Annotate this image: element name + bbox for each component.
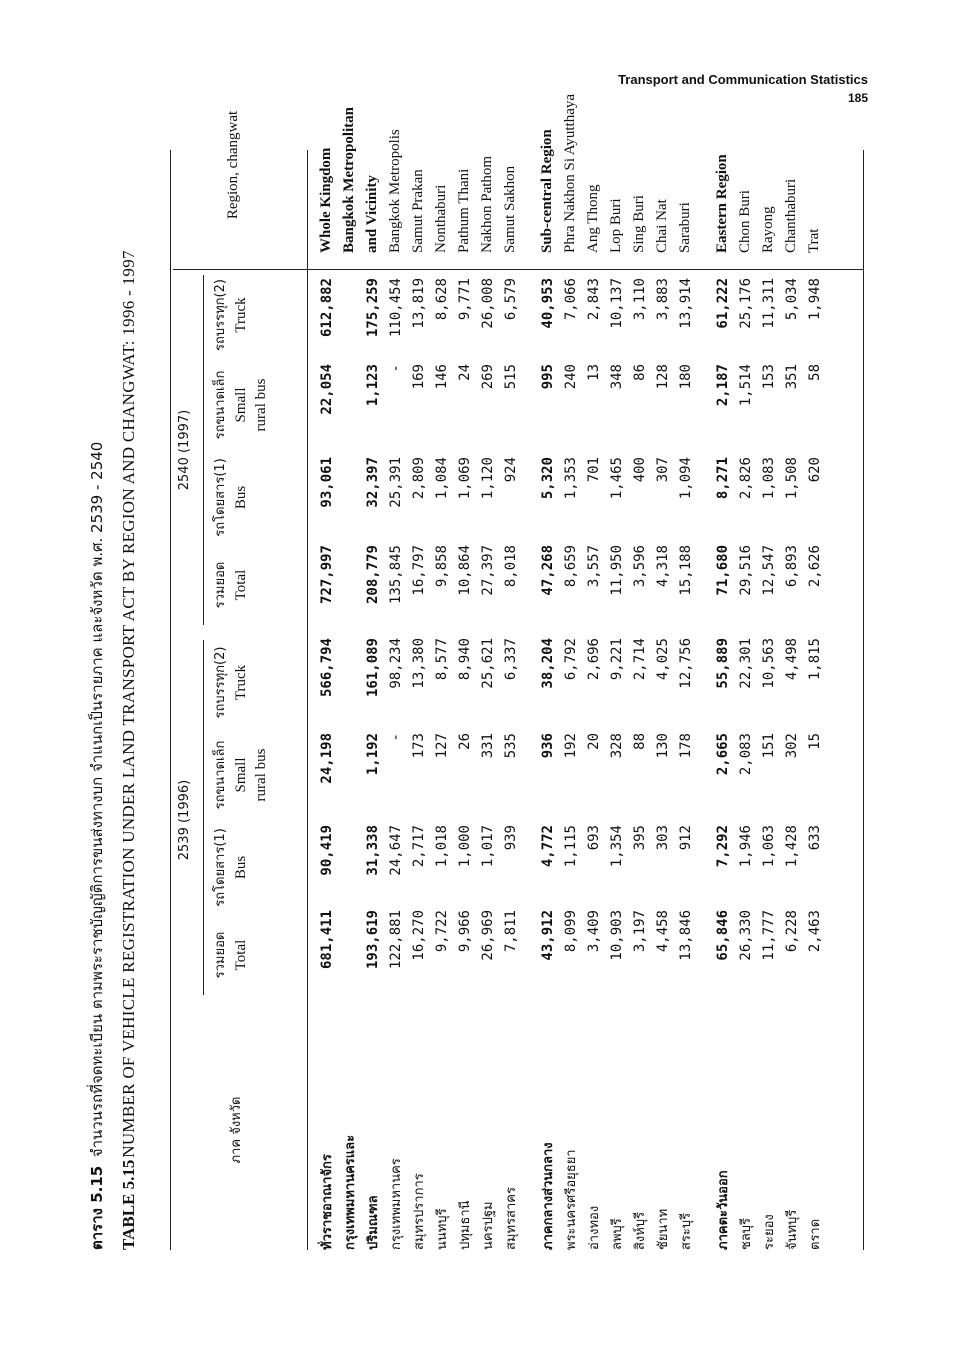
region-name-en: Phra Nakhon Si Ayutthaya xyxy=(562,93,578,253)
value-cell: 16,797 xyxy=(410,545,427,596)
region-name-en: Saraburi xyxy=(677,202,693,253)
region-name-en: Sing Buri xyxy=(631,195,647,253)
y1-small-en: Small xyxy=(233,757,249,793)
region-name-en: Samut Prakan xyxy=(410,169,426,253)
region-name-th: ตราด xyxy=(808,1218,823,1250)
value-cell: 2,665 xyxy=(714,733,731,776)
value-cell: 912 xyxy=(677,825,694,851)
table-row xyxy=(453,94,476,1250)
value-cell: 515 xyxy=(502,364,519,390)
region-name-en: and Vicinity xyxy=(364,175,380,253)
top-rule xyxy=(170,150,171,1250)
value-cell: 535 xyxy=(502,733,519,759)
value-cell: 348 xyxy=(608,364,625,390)
value-cell: 3,883 xyxy=(654,278,671,321)
value-cell: 4,498 xyxy=(783,638,800,681)
spacer-cell xyxy=(697,94,711,1250)
value-cell: 128 xyxy=(654,364,671,390)
value-cell: 681,411 xyxy=(318,910,335,970)
region-name-en: Nonthaburi xyxy=(433,184,449,253)
value-cell: 240 xyxy=(562,364,579,390)
region-name-th: นครปฐม xyxy=(481,1201,496,1250)
value-cell: 269 xyxy=(479,364,496,390)
region-name-th: พระนครศรีอยุธยา xyxy=(564,1149,579,1250)
y2-bus-en: Bus xyxy=(233,485,249,510)
value-cell: 47,268 xyxy=(539,545,556,596)
value-cell: 1,120 xyxy=(479,457,496,500)
value-cell: 10,563 xyxy=(760,638,777,689)
table-row xyxy=(780,94,803,1250)
table-row xyxy=(605,94,628,1250)
value-cell: 24,647 xyxy=(387,825,404,876)
y1-truck-en: Truck xyxy=(233,664,249,701)
value-cell: 8,659 xyxy=(562,545,579,588)
value-cell: 26,330 xyxy=(737,910,754,961)
region-header-en: Region, changwat xyxy=(225,110,241,220)
table-row xyxy=(499,94,522,1250)
value-cell: 1,017 xyxy=(479,825,496,868)
value-cell: 3,409 xyxy=(585,910,602,953)
value-cell: 1,018 xyxy=(433,825,450,868)
value-cell: 2,717 xyxy=(410,825,427,868)
value-cell: 31,338 xyxy=(364,825,381,876)
region-name-th: กรุงเทพมหานคร xyxy=(389,1158,404,1250)
value-cell: 939 xyxy=(502,825,519,851)
value-cell: 1,946 xyxy=(737,825,754,868)
value-cell: 307 xyxy=(654,457,671,483)
value-cell: 4,458 xyxy=(654,910,671,953)
value-cell: 130 xyxy=(654,733,671,759)
region-header-th: ภาค จังหวัด xyxy=(229,1096,244,1164)
year2-header: 2540 (1997) xyxy=(177,409,192,491)
value-cell xyxy=(338,733,361,825)
english-title xyxy=(119,250,139,1250)
value-cell: - xyxy=(387,364,404,373)
region-name-th: ภาคตะวันออก xyxy=(716,1170,731,1250)
value-cell: 2,187 xyxy=(714,364,731,407)
value-cell: 302 xyxy=(783,733,800,759)
region-name-en: Sub-central Region xyxy=(539,129,555,253)
value-cell: 2,626 xyxy=(806,545,823,588)
value-cell: 612,882 xyxy=(318,278,335,338)
table-row xyxy=(582,94,605,1250)
section-title: Transport and Communication Statistics xyxy=(618,72,868,87)
value-cell: 93,061 xyxy=(318,457,335,508)
value-cell xyxy=(338,638,361,733)
value-cell: 9,722 xyxy=(433,910,450,953)
value-cell: 9,966 xyxy=(456,910,473,953)
rotated-table-page xyxy=(85,50,875,1250)
region-name-th: สมุทรสาคร xyxy=(504,1187,519,1250)
region-name-en: Ang Thong xyxy=(585,184,601,253)
region-name-th: ภาคกลางส่วนกลาง xyxy=(541,1142,556,1250)
value-cell: 90,419 xyxy=(318,825,335,876)
region-name-th: ชลบุรี xyxy=(739,1217,754,1250)
value-cell: 331 xyxy=(479,733,496,759)
value-cell: 27,397 xyxy=(479,545,496,596)
value-cell: 3,596 xyxy=(631,545,648,588)
value-cell: 173 xyxy=(410,733,427,759)
value-cell: 1,115 xyxy=(562,825,579,868)
region-name-th: ระยอง xyxy=(762,1214,777,1250)
value-cell: 22,301 xyxy=(737,638,754,689)
y2-total-th: รวมยอด xyxy=(213,561,228,609)
year1-rule xyxy=(203,640,204,995)
english-title-text: NUMBER OF VEHICLE REGISTRATION UNDER LAND TRANSPORT ACT BY REGION AND CHANGWAT: 1996 - 1997 xyxy=(119,250,138,1158)
table-row xyxy=(338,94,361,1250)
value-cell xyxy=(338,457,361,545)
value-cell: 1,192 xyxy=(364,733,381,776)
table-row xyxy=(536,94,559,1250)
table-row xyxy=(315,94,338,1250)
region-name-th: สระบุรี xyxy=(679,1212,694,1250)
region-name-th: นนทบุรี xyxy=(435,1208,450,1250)
value-cell: 1,354 xyxy=(608,825,625,868)
value-cell: 620 xyxy=(806,457,823,483)
english-table-label: TABLE 5.15 xyxy=(119,1159,138,1250)
value-cell: 15,188 xyxy=(677,545,694,596)
value-cell: 178 xyxy=(677,733,694,759)
value-cell: 1,084 xyxy=(433,457,450,500)
value-cell: 40,953 xyxy=(539,278,556,329)
value-cell: 633 xyxy=(806,825,823,851)
table-row xyxy=(803,94,826,1250)
value-cell: 701 xyxy=(585,457,602,483)
value-cell: 1,948 xyxy=(806,278,823,321)
value-cell: 29,516 xyxy=(737,545,754,596)
value-cell: 1,465 xyxy=(608,457,625,500)
value-cell: 566,794 xyxy=(318,638,335,698)
value-cell: 10,903 xyxy=(608,910,625,961)
region-name-th: จันทบุรี xyxy=(785,1209,800,1250)
table-row xyxy=(651,94,674,1250)
region-name-en: Chon Buri xyxy=(737,190,753,253)
region-name-th: ปทุมธานี xyxy=(458,1200,473,1250)
value-cell: 9,858 xyxy=(433,545,450,588)
value-cell: 6,337 xyxy=(502,638,519,681)
value-cell: 395 xyxy=(631,825,648,851)
value-cell: 25,176 xyxy=(737,278,754,329)
value-cell: 2,843 xyxy=(585,278,602,321)
y1-small-en2: rural bus xyxy=(253,748,269,802)
y2-truck-th: รถบรรทุก(2) xyxy=(213,279,228,351)
value-cell: 3,557 xyxy=(585,545,602,588)
value-cell: 1,508 xyxy=(783,457,800,500)
y2-total-en: Total xyxy=(233,569,249,601)
y1-bus-en: Bus xyxy=(233,855,249,880)
value-cell: 7,066 xyxy=(562,278,579,321)
table-row xyxy=(476,94,499,1250)
value-cell: 9,771 xyxy=(456,278,473,321)
value-cell: 2,696 xyxy=(585,638,602,681)
value-cell: 693 xyxy=(585,825,602,851)
y2-small-en2: rural bus xyxy=(253,378,269,432)
region-name-th: ลพบุรี xyxy=(610,1218,625,1250)
value-cell: 10,137 xyxy=(608,278,625,329)
value-cell: 161,089 xyxy=(364,638,381,698)
value-cell: 32,397 xyxy=(364,457,381,508)
thai-table-label: ตาราง 5.15 xyxy=(88,1165,106,1250)
value-cell: 4,318 xyxy=(654,545,671,588)
value-cell: 8,018 xyxy=(502,545,519,588)
value-cell: 7,811 xyxy=(502,910,519,953)
value-cell: 2,714 xyxy=(631,638,648,681)
spacer-row xyxy=(522,94,536,1250)
y2-small-th: รถขนาดเล็ก xyxy=(213,370,228,440)
value-cell: 8,577 xyxy=(433,638,450,681)
value-cell: 180 xyxy=(677,364,694,390)
value-cell: 88 xyxy=(631,733,648,750)
value-cell: 26,969 xyxy=(479,910,496,961)
value-cell: 10,864 xyxy=(456,545,473,596)
y1-total-en: Total xyxy=(233,939,249,971)
value-cell: - xyxy=(387,733,404,742)
value-cell: 192 xyxy=(562,733,579,759)
value-cell: 4,025 xyxy=(654,638,671,681)
region-name-en: Bangkok Metropolitan xyxy=(341,107,357,253)
value-cell: 1,063 xyxy=(760,825,777,868)
value-cell: 24 xyxy=(456,364,473,381)
table-row xyxy=(628,94,651,1250)
value-cell: 1,514 xyxy=(737,364,754,407)
value-cell: 86 xyxy=(631,364,648,381)
value-cell: 25,391 xyxy=(387,457,404,508)
value-cell: 11,950 xyxy=(608,545,625,596)
value-cell: 2,463 xyxy=(806,910,823,953)
thai-title xyxy=(85,442,109,1250)
y1-total-th: รวมยอด xyxy=(213,931,228,979)
region-name-th: ชัยนาท xyxy=(656,1208,671,1250)
region-name-en: Chanthaburi xyxy=(783,178,799,253)
table-row xyxy=(674,94,697,1250)
table-row xyxy=(407,94,430,1250)
value-cell: 13,846 xyxy=(677,910,694,961)
value-cell: 2,083 xyxy=(737,733,754,776)
region-name-th: สมุทรปราการ xyxy=(412,1173,427,1250)
region-name-th: กรุงเทพมหานครและ xyxy=(343,1134,358,1250)
value-cell: 995 xyxy=(539,364,556,390)
value-cell: 65,846 xyxy=(714,910,731,961)
y1-small-th: รถขนาดเล็ก xyxy=(213,740,228,810)
value-cell: 55,889 xyxy=(714,638,731,689)
region-name-en: Whole Kingdom xyxy=(318,147,334,253)
table-row xyxy=(734,94,757,1250)
region-name-en: Nakhon Pathom xyxy=(479,155,495,253)
value-cell: 13,819 xyxy=(410,278,427,329)
value-cell: 26,008 xyxy=(479,278,496,329)
thai-title-text: จำนวนรถที่จดทะเบียน ตามพระราชบัญญัติการขนส่งทางบก จำแนกเป็นรายภาค และจังหวัด พ.ศ. 2539 - 2540 xyxy=(88,441,106,1158)
y2-bus-th: รถโดยสาร(1) xyxy=(213,458,228,537)
table-row xyxy=(430,94,453,1250)
y2-truck-en: Truck xyxy=(233,297,249,333)
value-cell: 9,221 xyxy=(608,638,625,681)
value-cell: 25,621 xyxy=(479,638,496,689)
value-cell xyxy=(338,364,361,457)
value-cell: 122,881 xyxy=(387,910,404,970)
region-name-en: Bangkok Metropolis xyxy=(387,129,403,253)
value-cell: 61,222 xyxy=(714,278,731,329)
region-name-en: Samut Sakhon xyxy=(502,165,518,253)
region-name-th: อ่างทอง xyxy=(587,1205,602,1250)
value-cell: 7,292 xyxy=(714,825,731,868)
value-cell: 24,198 xyxy=(318,733,335,784)
value-cell: 6,579 xyxy=(502,278,519,321)
value-cell: 727,997 xyxy=(318,545,335,605)
value-cell: 13 xyxy=(585,364,602,381)
value-cell: 12,756 xyxy=(677,638,694,689)
value-cell: 3,197 xyxy=(631,910,648,953)
table-row xyxy=(361,94,384,1250)
region-name-en: Eastern Region xyxy=(714,154,730,253)
value-cell: 1,000 xyxy=(456,825,473,868)
value-cell: 193,619 xyxy=(364,910,381,970)
value-cell: 4,772 xyxy=(539,825,556,868)
table-body xyxy=(315,94,826,1250)
value-cell: 5,320 xyxy=(539,457,556,500)
value-cell: 924 xyxy=(502,457,519,483)
value-cell: 8,940 xyxy=(456,638,473,681)
page-number: 185 xyxy=(847,91,868,105)
value-cell: 1,123 xyxy=(364,364,381,407)
value-cell: 3,110 xyxy=(631,278,648,321)
region-name-en: Lop Buri xyxy=(608,198,624,253)
registration-table xyxy=(315,94,826,1250)
value-cell: 6,893 xyxy=(783,545,800,588)
value-cell: 110,454 xyxy=(387,278,404,338)
table-row xyxy=(559,94,582,1250)
value-cell: 13,380 xyxy=(410,638,427,689)
year2-rule xyxy=(203,275,204,625)
y1-truck-th: รถบรรทุก(2) xyxy=(213,646,228,719)
value-cell: 13,914 xyxy=(677,278,694,329)
value-cell: 2,826 xyxy=(737,457,754,500)
value-cell xyxy=(338,278,361,364)
value-cell xyxy=(338,910,361,1005)
y1-bus-th: รถโดยสาร(1) xyxy=(213,828,228,907)
value-cell: 175,259 xyxy=(364,278,381,338)
spacer-cell xyxy=(522,94,536,1250)
value-cell: 208,779 xyxy=(364,545,381,605)
value-cell: 400 xyxy=(631,457,648,483)
value-cell: 8,099 xyxy=(562,910,579,953)
value-cell: 20 xyxy=(585,733,602,750)
value-cell: 1,069 xyxy=(456,457,473,500)
value-cell: 1,428 xyxy=(783,825,800,868)
value-cell: 22,054 xyxy=(318,364,335,415)
value-cell: 6,792 xyxy=(562,638,579,681)
value-cell: 15 xyxy=(806,733,823,750)
value-cell: 328 xyxy=(608,733,625,759)
header-bottom-rule xyxy=(307,150,308,1250)
value-cell: 43,912 xyxy=(539,910,556,961)
region-name-en: Rayong xyxy=(760,206,776,253)
table-row xyxy=(384,94,407,1250)
value-cell: 8,628 xyxy=(433,278,450,321)
value-cell: 936 xyxy=(539,733,556,759)
value-cell: 12,547 xyxy=(760,545,777,596)
value-cell: 1,094 xyxy=(677,457,694,500)
value-cell xyxy=(338,825,361,910)
value-cell: 26 xyxy=(456,733,473,750)
bottom-rule xyxy=(863,150,864,1250)
value-cell: 146 xyxy=(433,364,450,390)
region-name-th: สิงห์บุรี xyxy=(633,1211,648,1250)
value-cell: 351 xyxy=(783,364,800,390)
value-cell: 303 xyxy=(654,825,671,851)
value-cell: 11,777 xyxy=(760,910,777,961)
value-cell: 5,034 xyxy=(783,278,800,321)
region-name-th: ทั่วราชอาณาจักร xyxy=(320,1154,335,1250)
value-cell: 135,845 xyxy=(387,545,404,605)
value-cell: 153 xyxy=(760,364,777,390)
spacer-row xyxy=(697,94,711,1250)
region-name-th: ปริมณฑล xyxy=(366,1195,381,1250)
value-cell: 98,234 xyxy=(387,638,404,689)
value-cell: 71,680 xyxy=(714,545,731,596)
year1-header: 2539 (1996) xyxy=(177,779,192,861)
value-cell: 127 xyxy=(433,733,450,759)
value-cell: 6,228 xyxy=(783,910,800,953)
region-name-en: Pathum Thani xyxy=(456,168,472,253)
value-cell: 8,271 xyxy=(714,457,731,500)
value-cell: 169 xyxy=(410,364,427,390)
value-cell: 2,809 xyxy=(410,457,427,500)
value-cell: 151 xyxy=(760,733,777,759)
table-row xyxy=(711,94,734,1250)
table-row xyxy=(757,94,780,1250)
value-cell: 38,204 xyxy=(539,638,556,689)
value-cell: 1,815 xyxy=(806,638,823,681)
value-cell: 1,083 xyxy=(760,457,777,500)
value-cell: 11,311 xyxy=(760,278,777,329)
value-cell: 16,270 xyxy=(410,910,427,961)
region-name-en: Trat xyxy=(806,228,822,253)
value-cell: 58 xyxy=(806,364,823,381)
y2-small-en: Small xyxy=(233,387,249,423)
value-cell: 1,353 xyxy=(562,457,579,500)
value-cell xyxy=(338,545,361,638)
region-name-en: Chai Nat xyxy=(654,199,670,253)
